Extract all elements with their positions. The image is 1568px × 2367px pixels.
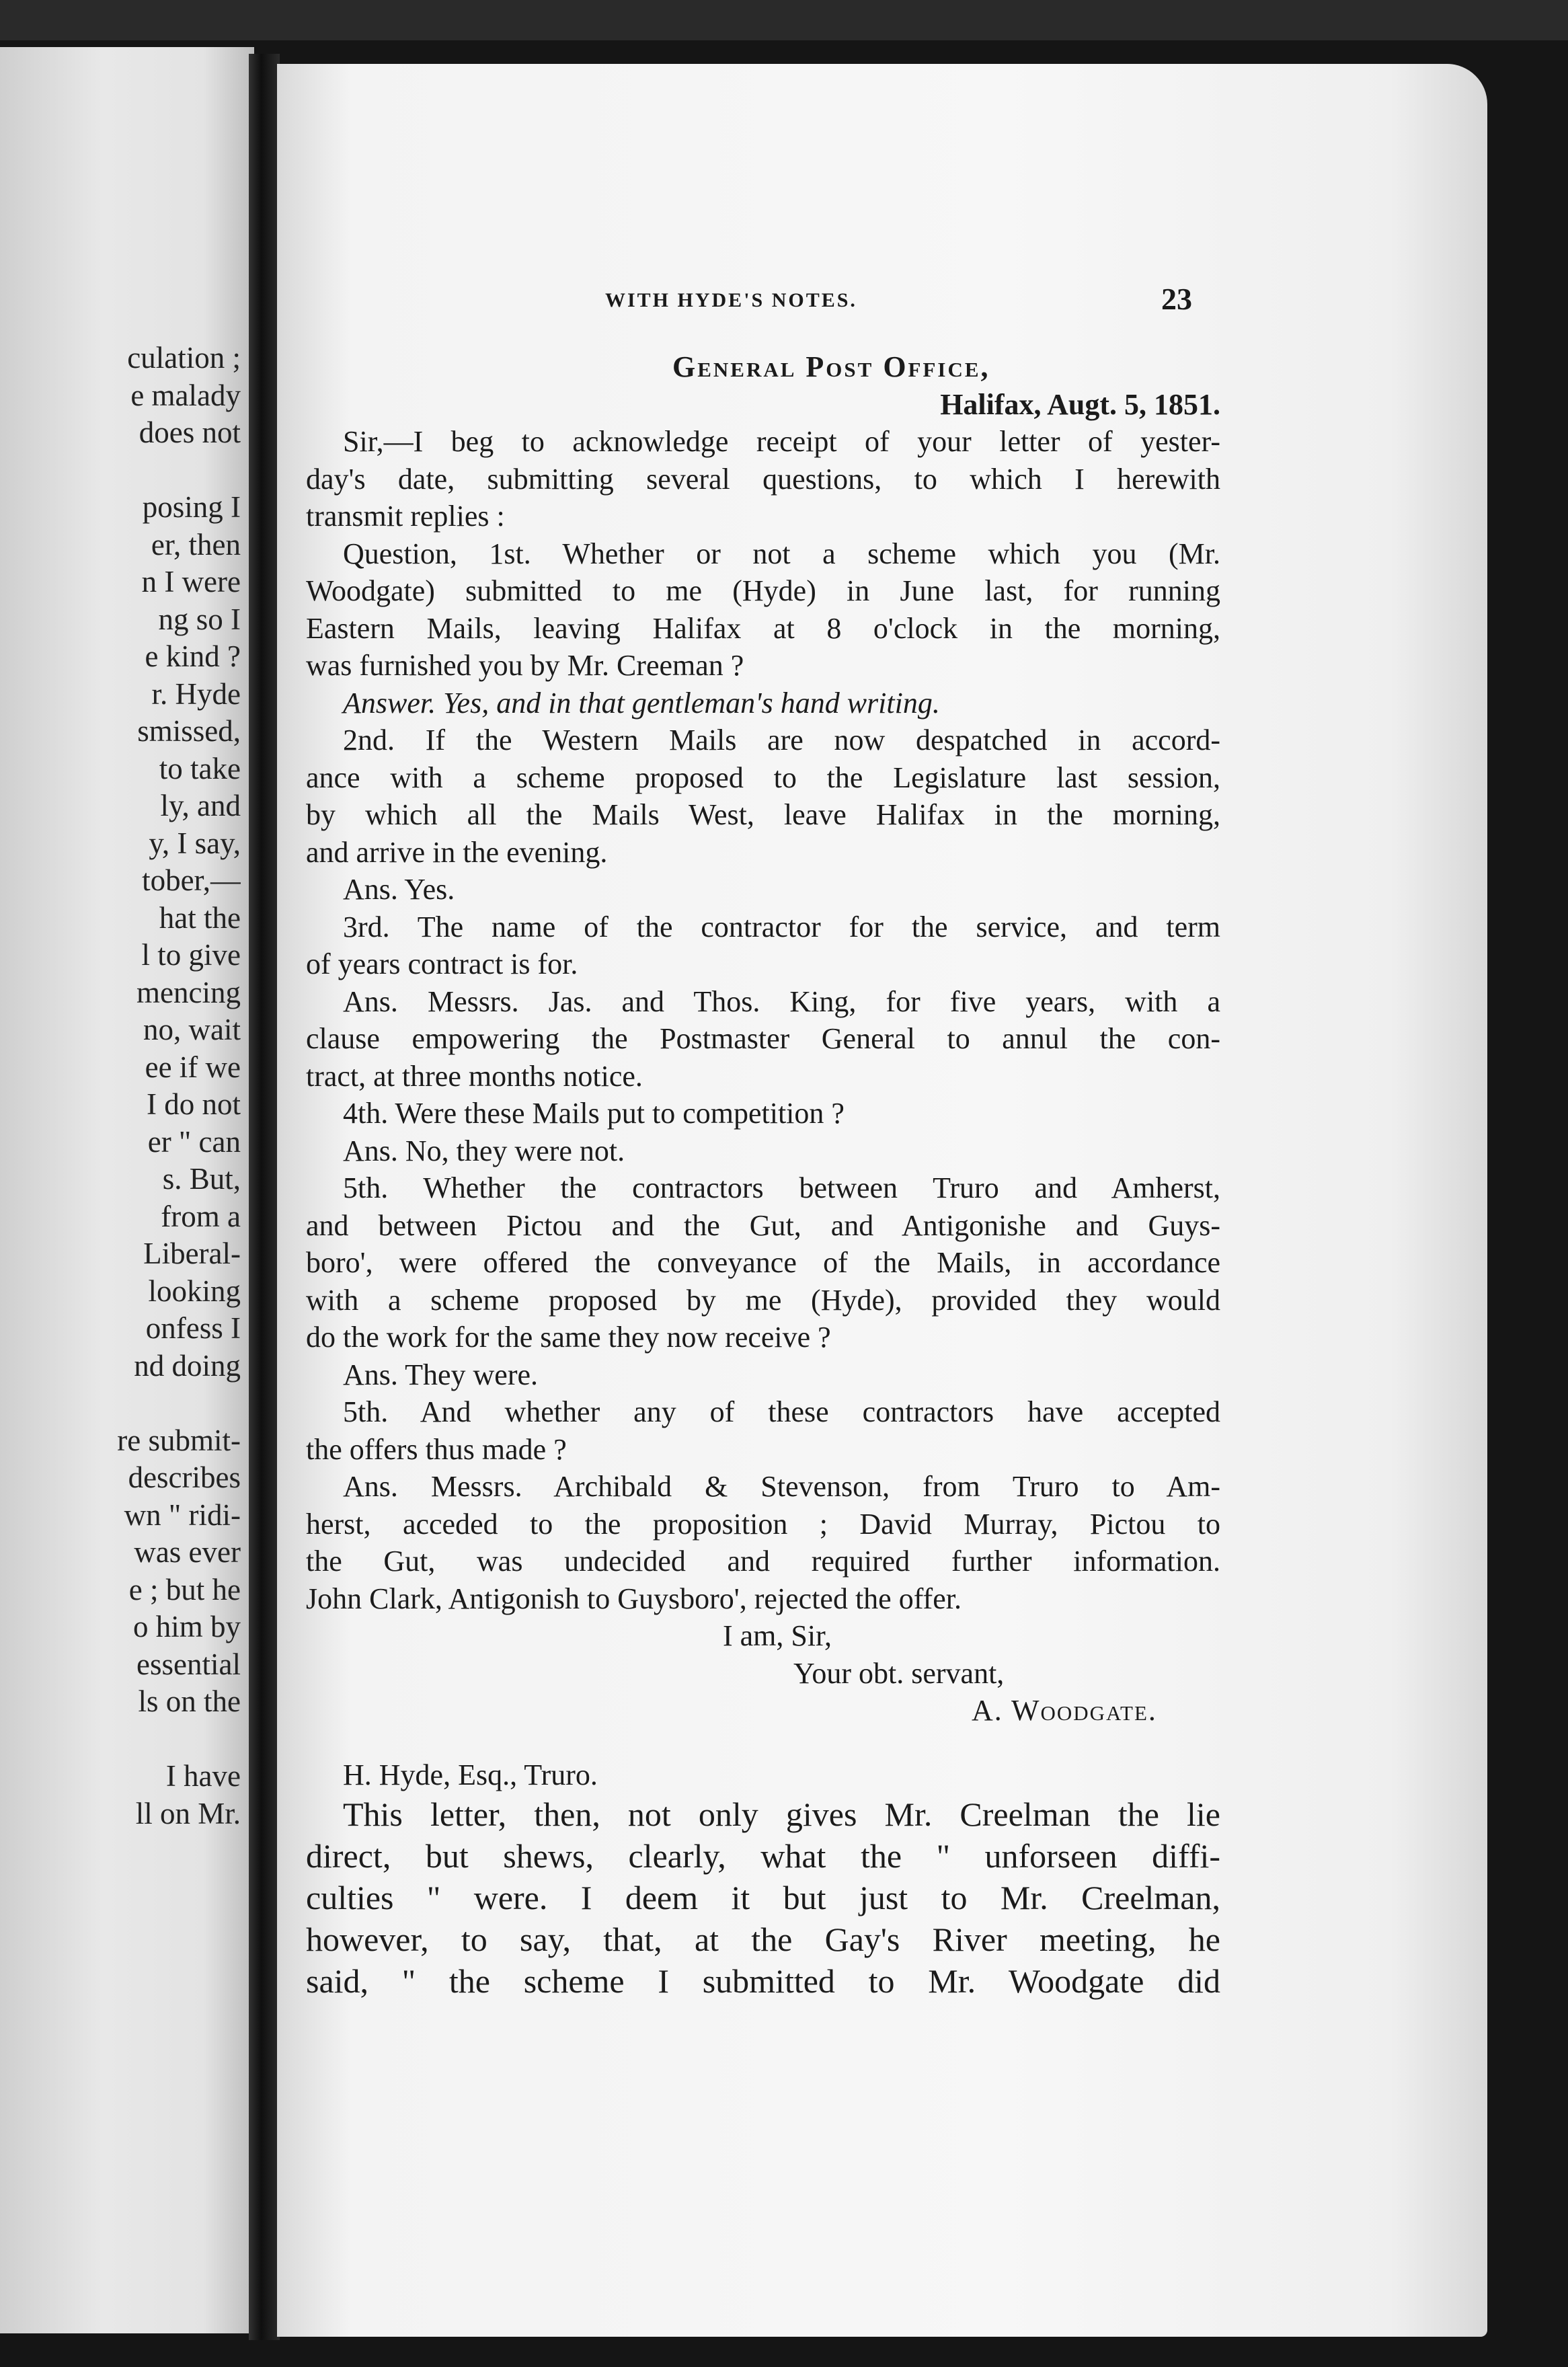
left-page-fragment: nd doing xyxy=(134,1348,241,1383)
text-line: Ans. Yes. xyxy=(343,873,455,906)
text-line: the offers thus made ? xyxy=(306,1432,567,1466)
text-line: Ans. Messrs. Archibald & Stevenson, from Truro to Am- xyxy=(343,1470,1220,1503)
left-page-fragment: y, I say, xyxy=(149,826,241,860)
text-line: of years contract is for. xyxy=(306,947,578,980)
text-line: Woodgate) submitted to me (Hyde) in June last, for running xyxy=(306,574,1220,607)
background-top xyxy=(0,0,1568,40)
text-line: Ans. No, they were not. xyxy=(343,1134,625,1167)
text-line: ance with a scheme proposed to the Legislature last session, xyxy=(306,761,1220,794)
left-page-fragment: describes xyxy=(128,1461,241,1494)
addressee: H. Hyde, Esq., Truro. xyxy=(343,1758,598,1791)
text-line: 3rd. The name of the contractor for the service, and term xyxy=(343,910,1220,943)
left-page-fragment: mencing xyxy=(136,975,241,1009)
letter-heading-date: Halifax, Augt. 5, 1851. xyxy=(940,387,1220,421)
left-page-fragment: no, wait xyxy=(143,1013,241,1046)
text-line: by which all the Mails West, leave Halifax in the morning, xyxy=(306,798,1220,831)
letter-heading-office: General Post Office, xyxy=(672,350,990,383)
left-page-fragment: was ever xyxy=(134,1535,241,1569)
left-page-fragment: l to give xyxy=(141,938,241,972)
left-page-fragment: n I were xyxy=(141,565,241,598)
text-line: day's date, submitting several questions, to which I herewith xyxy=(306,462,1220,496)
left-page-fragment xyxy=(0,1385,241,1422)
left-page-fragment: to take xyxy=(159,751,241,785)
text-line: boro', were offered the conveyance of the Mails, in accordance xyxy=(306,1246,1220,1279)
page-body xyxy=(306,348,1220,2002)
text-line: do the work for the same they now receive ? xyxy=(306,1321,831,1354)
left-page-fragment: er, then xyxy=(151,527,241,561)
left-page-fragment: e ; but he xyxy=(128,1572,241,1606)
text-line: This letter, then, not only gives Mr. Creelman the lie xyxy=(343,1795,1220,1833)
left-page-fragment: smissed, xyxy=(137,714,241,748)
running-head: WITH HYDE'S NOTES. xyxy=(605,289,857,311)
text-line: and arrive in the evening. xyxy=(306,835,608,869)
text-line: tract, at three months notice. xyxy=(306,1059,643,1093)
text-line: transmit replies : xyxy=(306,500,505,533)
text-line: and between Pictou and the Gut, and Antigonishe and Guys- xyxy=(306,1208,1220,1242)
text-line: herst, acceded to the proposition ; David Murray, Pictou to xyxy=(306,1507,1220,1541)
left-page-fragment: does not xyxy=(139,416,241,449)
left-page-fragment: ee if we xyxy=(145,1050,241,1084)
left-page-fragment: re submit- xyxy=(117,1423,241,1457)
text-line: 5th. Whether the contractors between Truro and Amherst, xyxy=(343,1171,1220,1204)
text-line: Eastern Mails, leaving Halifax at 8 o'clock in the morning, xyxy=(306,611,1220,645)
text-line: Question, 1st. Whether or not a scheme which you (Mr. xyxy=(343,537,1220,570)
text-line: Ans. They were. xyxy=(343,1358,538,1391)
text-line: direct, but shews, clearly, what the " unforseen diffi- xyxy=(306,1837,1220,1875)
left-page-fragment: ls on the xyxy=(138,1684,241,1718)
text-line: said, " the scheme I submitted to Mr. Woodgate did xyxy=(306,1962,1220,2000)
book-gutter xyxy=(249,54,280,2340)
left-page-fragment: s. But, xyxy=(162,1162,241,1196)
left-page-fragment: r. Hyde xyxy=(151,676,241,711)
text-line: however, to say, that, at the Gay's River meeting, he xyxy=(306,1920,1220,1958)
left-page-fragment: onfess I xyxy=(145,1311,241,1345)
closing-line: I am, Sir, xyxy=(723,1619,832,1652)
left-page-fragment: I have xyxy=(165,1759,241,1793)
left-page-fragment: posing I xyxy=(142,490,241,524)
closing-line: Your obt. servant, xyxy=(793,1656,1005,1690)
left-page-fragment: ll on Mr. xyxy=(135,1796,241,1830)
text-line: culties " were. I deem it but just to Mr. Creelman, xyxy=(306,1879,1220,1916)
text-line: Ans. Messrs. Jas. and Thos. King, for five years, with a xyxy=(343,984,1220,1018)
left-page-fragment: e malady xyxy=(130,378,241,412)
text-line: clause empowering the Postmaster General to annul the con- xyxy=(306,1022,1220,1055)
left-page-fragment: looking xyxy=(148,1274,241,1308)
left-page-text xyxy=(0,340,241,1832)
text-line: was furnished you by Mr. Creeman ? xyxy=(306,649,744,682)
text-line: the Gut, was undecided and required further information. xyxy=(306,1545,1220,1578)
left-page-fragment: e kind ? xyxy=(145,639,241,673)
left-page-fragment: tober,— xyxy=(142,863,241,897)
signature: A. Woodgate. xyxy=(972,1694,1157,1727)
left-page-fragment: wn " ridi- xyxy=(124,1498,241,1532)
left-page xyxy=(0,47,254,2333)
left-page-fragment: from a xyxy=(161,1199,241,1233)
left-page-fragment xyxy=(0,452,241,490)
left-page-fragment: ng so I xyxy=(158,602,241,636)
left-page-fragment: essential xyxy=(136,1647,241,1681)
text-line: John Clark, Antigonish to Guysboro', rejected the offer. xyxy=(306,1582,962,1615)
text-line: 4th. Were these Mails put to competition ? xyxy=(343,1097,845,1130)
left-page-fragment: hat the xyxy=(159,900,241,935)
text-line: Answer. Yes, and in that gentleman's hand writing. xyxy=(343,686,940,720)
text-line: 2nd. If the Western Mails are now despatched in accord- xyxy=(343,724,1220,756)
left-page-fragment: culation ; xyxy=(127,341,241,375)
left-page-fragment: Liberal- xyxy=(143,1237,241,1270)
final-paragraph xyxy=(306,1793,1220,2002)
left-page-fragment: o him by xyxy=(132,1610,241,1643)
text-line: 5th. And whether any of these contractors have accepted xyxy=(343,1395,1220,1428)
left-page-fragment: I do not xyxy=(147,1087,241,1121)
left-page-fragment xyxy=(0,1721,241,1758)
text-line: Sir,—I beg to acknowledge receipt of your letter of yester- xyxy=(343,425,1220,458)
left-page-fragment: ly, and xyxy=(160,789,241,822)
page-number: 23 xyxy=(1161,282,1192,316)
left-page-fragment: er " can xyxy=(147,1124,241,1159)
text-line: with a scheme proposed by me (Hyde), provided they would xyxy=(306,1283,1220,1317)
